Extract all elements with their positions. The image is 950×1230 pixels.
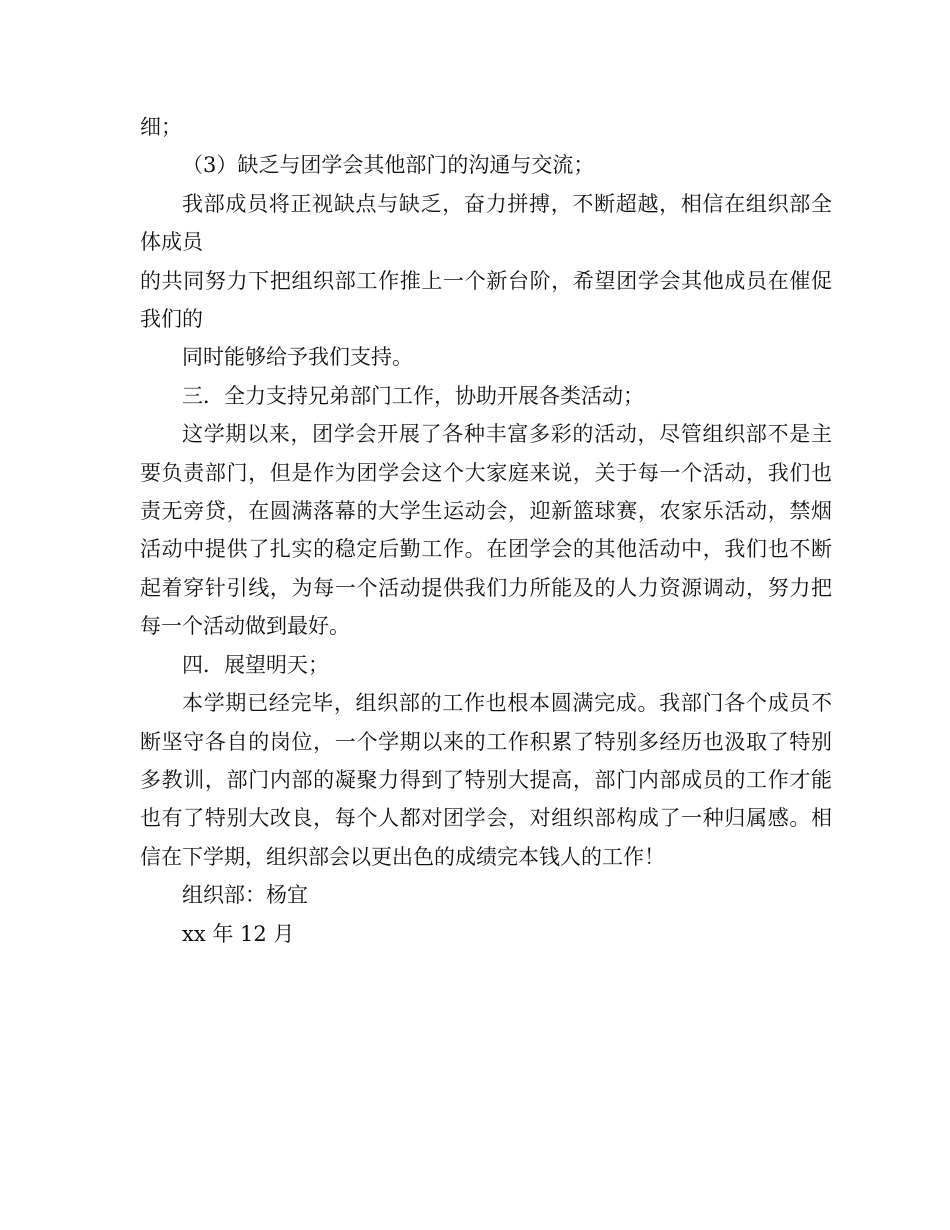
document-body — [140, 108, 832, 953]
section-heading-4: 四．展望明天； — [182, 652, 329, 677]
paragraph-commitment-cont-1: 的共同努力下把组织部工作推上一个新台阶，希望团学会其他成员在催促我们的 — [140, 268, 832, 332]
paragraph-continuation: 细； — [140, 115, 182, 139]
signature-department: 组织部：杨宜 — [182, 883, 308, 908]
paragraph-commitment: 我部成员将正视缺点与缺乏，奋力拼搏，不断超越，相信在组织部全体成员 — [140, 191, 832, 255]
paragraph-commitment-cont-2: 同时能够给予我们支持。 — [182, 345, 413, 370]
signature-date: xx 年 12 月 — [182, 921, 295, 946]
paragraph-outlook: 本学期已经完毕，组织部的工作也根本圆满完成。我部门各个成员不断坚守各自的岗位，一个学期以来的工作积累了特别多经历也汲取了特别多教训，部门内部的凝聚力得到了特别大提高，部门内部成员的工作才能也有了特别大改良，每个人都对团学会，对组织部构成了一种归属感。相信在下学期，组织部会以更出色的成绩完本钱人的工作！ — [140, 691, 832, 869]
paragraph-item-3: （3）缺乏与团学会其他部门的沟通与交流； — [182, 153, 595, 178]
paragraph-activities: 这学期以来，团学会开展了各种丰富多彩的活动，尽管组织部不是主要负责部门，但是作为团学会这个大家庭来说，关于每一个活动，我们也责无旁贷，在圆满落幕的大学生运动会，迎新篮球赛，农家乐活动，禁烟活动中提供了扎实的稳定后勤工作。在团学会的其他活动中，我们也不断起着穿针引线，为每一个活动提供我们力所能及的人力资源调动，努力把每一个活动做到最好。 — [140, 422, 832, 639]
section-heading-3: 三．全力支持兄弟部门工作，协助开展各类活动； — [182, 383, 644, 408]
